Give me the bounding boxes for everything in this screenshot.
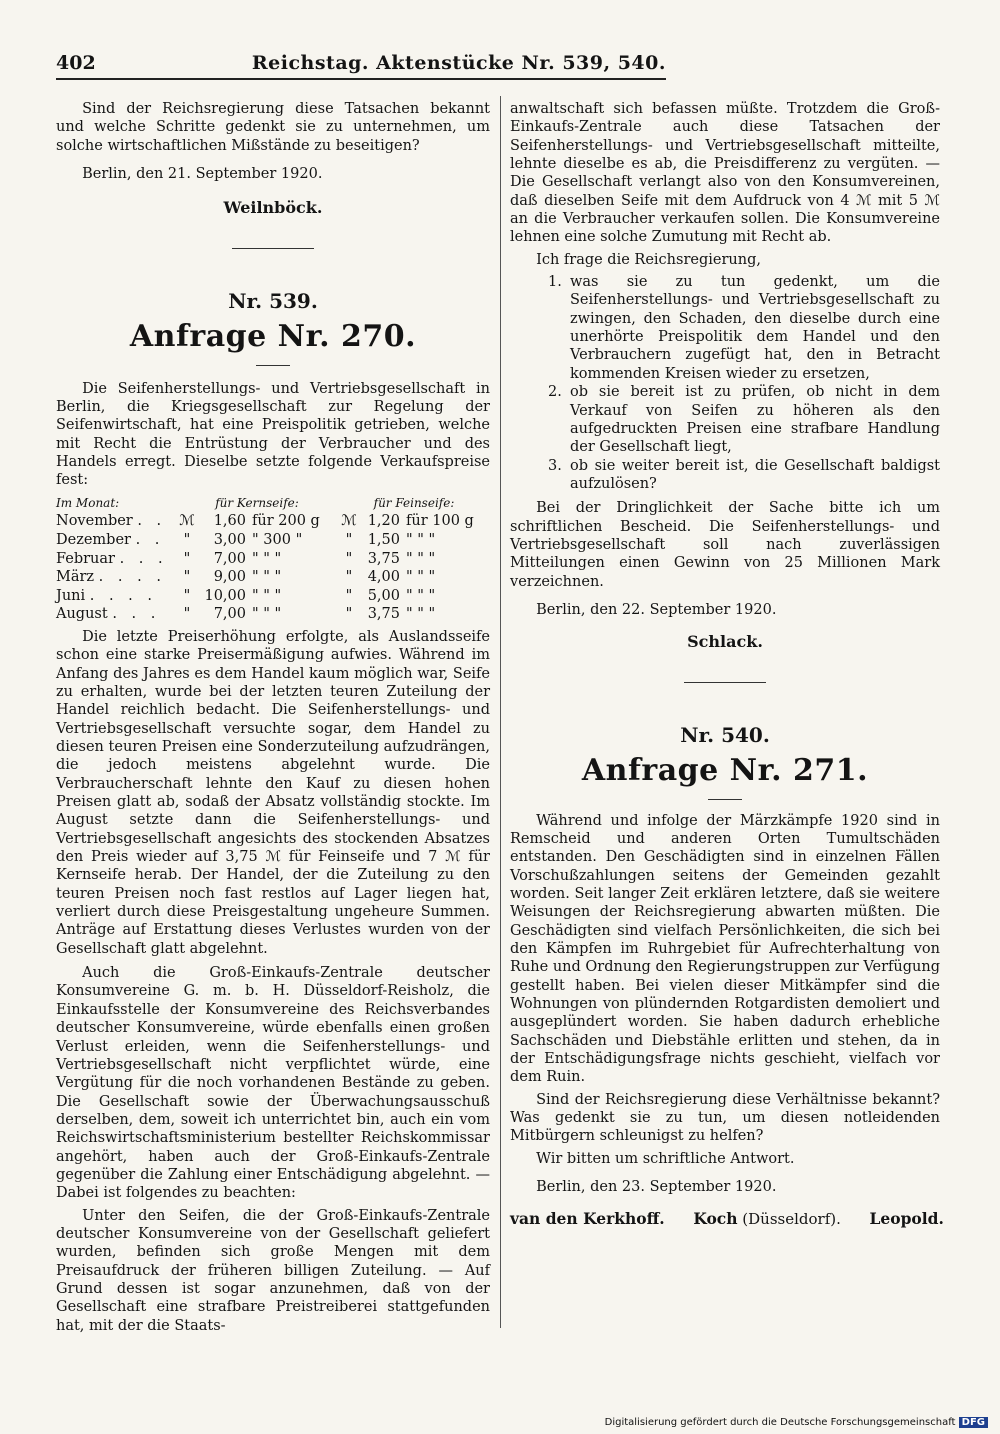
column-divider	[500, 96, 501, 1328]
fein-price: 1,20	[367, 513, 400, 530]
date-line: Berlin, den 22. September 1920.	[536, 601, 777, 618]
signature-koch-place: (Düsseldorf).	[742, 1209, 841, 1228]
question-list	[510, 273, 940, 493]
fein-price: 3,75	[367, 550, 400, 567]
signature-koch: Koch	[693, 1208, 738, 1228]
kern-unit: " " "	[252, 550, 282, 567]
currency: "	[183, 550, 191, 567]
table-row: März . . . . " 9,00 " " " " 4,00 " " "	[56, 568, 490, 587]
currency: "	[345, 587, 353, 604]
paragraph: Während und infolge der Märzkämpfe 1920 sind in Remscheid und anderen Orten Tumultschäden entstanden. Den Geschädigten sind in einzelnen Fällen Vorschußzahlungen seitens der Gemeinden gezahlt worden. Seit langer Zeit erklären letztere, daß sie weitere Weisungen der Reichsregierung abwarten müßten. Die Geschädigten sind vielfach Persönlichkeiten, die sich bei den Kämpfen im Ruhrgebiet für Aufrechterhaltung von Ruhe und Ordnung den Regierungstruppen zur Verfügung gestellt haben. Bei vielen dieser Mitkämpfer sind die Wohnungen von plündernden Rotgardisten demoliert und ausgeplündert worden. Sie haben dadurch erhebliche Sachschäden und Diebstähle erlitten und stehen, da in der Entschädigungsfrage nichts geschieht, vielfach vor dem Ruin.	[510, 812, 940, 1086]
list-number: 2.	[548, 384, 562, 401]
fein-unit: " " "	[406, 550, 436, 567]
right-column	[510, 100, 944, 1229]
table-row: November . . ℳ 1,60 für 200 g ℳ 1,20 für 100 g	[56, 512, 490, 531]
header-kernseife: für Kernseife:	[215, 495, 299, 510]
page-number: 402	[56, 52, 96, 74]
kern-price: 7,00	[213, 550, 246, 567]
inquiry-title-271: Anfrage Nr. 271.	[581, 752, 869, 788]
page-header	[56, 50, 666, 80]
header-month: Im Monat:	[56, 495, 120, 510]
kern-price: 9,00	[213, 569, 246, 586]
fein-unit: für 100 g	[406, 513, 474, 530]
month: Juni	[56, 587, 86, 604]
signature-kerkhoff: van den Kerkhoff.	[510, 1208, 665, 1228]
list-item	[510, 457, 940, 494]
month: November	[56, 513, 133, 530]
table-row: Februar . . . " 7,00 " " " " 3,75 " " "	[56, 550, 490, 569]
currency: ℳ	[179, 513, 195, 530]
table-row: August . . . " 7,00 " " " " 3,75 " " "	[56, 605, 490, 624]
fein-price: 1,50	[367, 531, 400, 548]
kern-unit: " 300 "	[252, 531, 303, 548]
paragraph: anwaltschaft sich befassen müßte. Trotzdem die Groß-Einkaufs-Zentrale auch diese Tatsachen der Seifenherstellungs- und Vertriebsgesellschaft mitteilte, lehnte dieselbe es ab, die Preisdifferenz zu vergüten. — Die Gesellschaft verlangt also von den Konsumvereinen, daß dieselben Seife mit dem Aufdruck von 4 ℳ mit 5 ℳ an die Verbraucher verkaufen sollen. Die Konsumvereine lehnen eine solche Zumutung mit Recht ab.	[510, 101, 940, 246]
month: Dezember	[56, 531, 131, 548]
signature-row	[510, 1208, 944, 1229]
currency: ℳ	[341, 513, 357, 530]
currency: "	[183, 606, 191, 623]
fein-unit: " " "	[406, 606, 436, 623]
fein-price: 4,00	[367, 569, 400, 586]
intro-paragraph: Sind der Reichsregierung diese Tatsachen bekannt und welche Schritte gedenkt sie zu unternehmen, um solche wirtschaftlichen Mißstände zu beseitigen?	[56, 101, 490, 154]
kern-price: 3,00	[213, 531, 246, 548]
running-title: Reichstag. Aktenstücke Nr. 539, 540.	[251, 52, 666, 74]
question-text: ob sie bereit ist zu prüfen, ob nicht in dem Verkauf von Seifen zu höheren als den aufgedruckten Preisen eine strafbare Handlung der Gesellschaft liegt,	[570, 384, 940, 456]
dfg-logo-icon: DFG	[959, 1417, 988, 1428]
kern-price: 1,60	[213, 513, 246, 530]
month: August	[56, 606, 108, 623]
signature-leopold: Leopold.	[869, 1208, 944, 1228]
currency: "	[183, 587, 191, 604]
paragraph: Bei der Dringlichkeit der Sache bitte ich um schriftlichen Bescheid. Die Seifenherstellungs- und Vertriebsgesellschaft soll nach zuverlässigen Mitteilungen einen Gewinn von 25 Millionen Mark verzeichnen.	[510, 500, 940, 590]
paragraph: Auch die Groß-Einkaufs-Zentrale deutscher Konsumvereine G. m. b. H. Düsseldorf-Reisholz, die Einkaufsstelle der Konsumvereine des Reichsverbandes deutscher Konsumvereine, würde ebenfalls einen großen Verlust erleiden, wenn die Seifenherstellungs- und Vertriebsgesellschaft nicht verpflichtet würde, eine Vergütung für die noch vorhandenen Bestände zu geben. Die Gesellschaft sowie der Überwachungsausschuß derselben, dem, soweit ich unterrichtet bin, auch ein vom Reichswirtschaftsministerium bestellter Reichskommissar angehört, haben auch der Groß-Einkaufs-Zentrale gegenüber die Zahlung einer Entschädigung abgelehnt. — Dabei ist folgendes zu beachten:	[56, 965, 490, 1202]
paragraph: Unter den Seifen, die der Groß-Einkaufs-Zentrale deutscher Konsumvereine von der Gesellschaft geliefert wurden, befinden sich große Mengen mit dem Preisaufdruck der früheren billigen Zuteilung. — Auf Grund dessen ist sogar anzunehmen, daß von der Gesellschaft eine strafbare Preistreiberei stattgefunden hat, mit der die Staats-	[56, 1207, 490, 1334]
currency: "	[183, 569, 191, 586]
paragraph: Die Seifenherstellungs- und Vertriebsgesellschaft in Berlin, die Kriegsgesellschaft zur Regelung der Seifenwirtschaft, hat eine Preispolitik getrieben, welche mit Recht die Entrüstung der Verbraucher und des Handels erregt. Dieselbe setzte folgende Verkaufspreise fest:	[56, 380, 490, 489]
date-line: Berlin, den 21. September 1920.	[82, 166, 323, 183]
document-number-539: Nr. 539.	[228, 288, 318, 313]
paragraph: Wir bitten um schriftliche Antwort.	[536, 1150, 795, 1167]
question-text: was sie zu tun gedenkt, um die Seifenherstellungs- und Vertriebsgesellschaft zu zwingen, den Schaden, den dieselbe durch eine unerhörte Preispolitik dem Handel und den Verbrauchern zugefügt hat, den in Betracht kommenden Kreisen wieder zu ersetzen,	[570, 274, 940, 382]
table-row: Juni . . . . " 10,00 " " " " 5,00 " " "	[56, 587, 490, 606]
kern-unit: " " "	[252, 587, 282, 604]
paragraph: Ich frage die Reichsregierung,	[536, 251, 761, 268]
inquiry-title-270: Anfrage Nr. 270.	[129, 318, 417, 354]
price-table	[56, 494, 490, 624]
kern-unit: für 200 g	[252, 513, 320, 530]
fein-unit: " " "	[406, 587, 436, 604]
list-item	[510, 383, 940, 456]
price-table-header	[56, 494, 490, 513]
currency: "	[345, 569, 353, 586]
footer-credit	[605, 1417, 988, 1428]
list-number: 1.	[548, 274, 562, 291]
table-row: Dezember . . " 3,00 " 300 " " 1,50 " " "	[56, 531, 490, 550]
month: Februar	[56, 550, 115, 567]
paragraph: Sind der Reichsregierung diese Verhältnisse bekannt? Was gedenkt sie zu tun, um diesen notleidenden Mitbürgern schleunigst zu helfen?	[510, 1091, 940, 1145]
currency: "	[345, 606, 353, 623]
paragraph: Die letzte Preiserhöhung erfolgte, als Auslandsseife schon eine starke Preisermäßigung aufwies. Während im Anfang des Jahres es dem Handel kaum möglich war, Seife zu erhalten, wurde bei der letzten teuren Zuteilung der Handel reichlich bedacht. Die Seifenherstellungs- und Vertriebsgesellschaft versuchte sogar, dem Handel zu diesen teuren Preisen eine Sonderzuteilung aufzudrängen, die jedoch meistens abgelehnt wurde. Die Verbraucherschaft lehnte den Kauf zu diesen hohen Preisen glatt ab, sodaß der Absatz vollständig stockte. Im August setzte dann die Seifenherstellungs- und Vertriebsgesellschaft angesichts des stockenden Absatzes den Preis wieder auf 3,75 ℳ für Feinseife und 7 ℳ für Kernseife herab. Der Handel, der die Zuteilung zu den teuren Preisen noch fast restlos auf Lager liegen hat, verliert durch diese Preisgestaltung ungeheure Summen. Anträge auf Erstattung dieses Verlustes wurden von der Gesellschaft glatt abgelehnt.	[56, 628, 490, 957]
list-number: 3.	[548, 457, 562, 474]
month: März	[56, 569, 95, 586]
signature-weilnboeck: Weilnböck.	[223, 198, 323, 218]
fein-price: 3,75	[367, 606, 400, 623]
kern-unit: " " "	[252, 569, 282, 586]
header-feinseife: für Feinseife:	[373, 495, 455, 510]
currency: "	[345, 550, 353, 567]
kern-price: 10,00	[204, 587, 246, 604]
document-number-540: Nr. 540.	[680, 722, 770, 747]
fein-price: 5,00	[367, 587, 400, 604]
fein-unit: " " "	[406, 569, 436, 586]
date-line: Berlin, den 23. September 1920.	[536, 1179, 777, 1196]
question-text: ob sie weiter bereit ist, die Gesellschaft baldigst aufzulösen?	[570, 457, 940, 492]
kern-price: 7,00	[213, 606, 246, 623]
fein-unit: " " "	[406, 531, 436, 548]
list-item	[510, 273, 940, 383]
kern-unit: " " "	[252, 606, 282, 623]
footer-text: Digitalisierung gefördert durch die Deutsche Forschungsgemeinschaft	[604, 1417, 956, 1428]
currency: "	[345, 531, 353, 548]
signature-schlack: Schlack.	[687, 632, 763, 652]
left-column	[56, 100, 490, 1335]
currency: "	[183, 531, 191, 548]
